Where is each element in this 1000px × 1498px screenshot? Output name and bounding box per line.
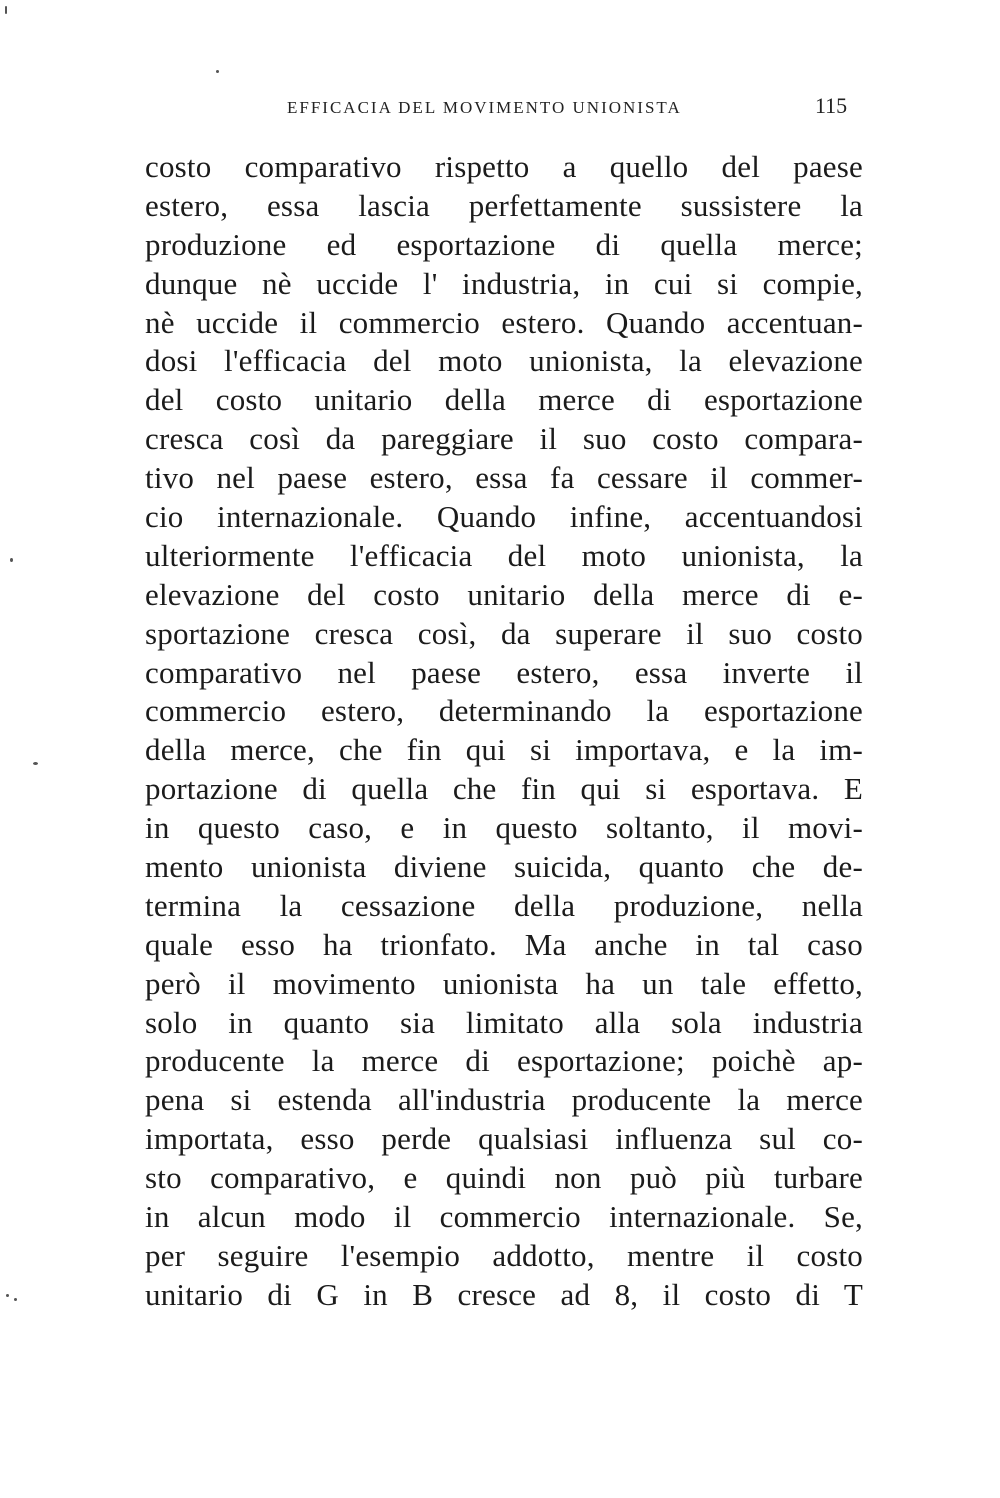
text-line: mento unionista diviene suicida, quanto che de- [145, 849, 863, 885]
text-line: producente la merce di esportazione; poichè ap- [145, 1043, 863, 1079]
text-line: in questo caso, e in questo soltanto, il movi- [145, 810, 863, 846]
text-line: dunque nè uccide l' industria, in cui si compie, [145, 265, 863, 301]
text-line: sportazione cresca così, da superare il suo costo [145, 615, 863, 651]
text-line: sto comparativo, e quindi non può più turbare [145, 1160, 863, 1196]
margin-speck [216, 70, 219, 73]
margin-speck [33, 762, 38, 765]
text-line: produzione ed esportazione di quella merce; [145, 226, 863, 262]
text-line: costo comparativo rispetto a quello del paese [145, 149, 863, 184]
text-line: importata, esso perde qualsiasi influenza sul co- [145, 1121, 863, 1157]
body-text [145, 148, 863, 1315]
text-line: nè uccide il commercio estero. Quando accentuan- [145, 304, 863, 340]
text-line: per seguire l'esempio addotto, mentre il costo [145, 1237, 863, 1273]
text-line: cio internazionale. Quando infine, accentuandosi [145, 499, 863, 535]
margin-speck [14, 1298, 17, 1301]
text-line: della merce, che fin qui si importava, e la im- [145, 732, 863, 768]
text-line: unitario di G in B cresce ad 8, il costo di T [145, 1276, 863, 1312]
text-line: termina la cessazione della produzione, nella [145, 887, 863, 923]
running-title: EFFICACIA DEL MOVIMENTO UNIONISTA [287, 98, 682, 117]
text-line: portazione di quella che fin qui si esportava. E [145, 771, 863, 807]
text-line: tivo nel paese estero, essa fa cessare il commer- [145, 460, 863, 496]
margin-speck [5, 6, 7, 14]
text-line: ulteriormente l'efficacia del moto unionista, la [145, 537, 863, 573]
text-line: comparativo nel paese estero, essa inverte il [145, 654, 863, 690]
text-line: solo in quanto sia limitato alla sola industria [145, 1004, 863, 1040]
text-line: del costo unitario della merce di esportazione [145, 382, 863, 418]
text-line: commercio estero, determinando la esportazione [145, 693, 863, 729]
text-line: pena si estenda all'industria producente la merce [145, 1082, 863, 1118]
margin-speck [10, 558, 13, 562]
page-number: 115 [815, 93, 848, 118]
text-line: estero, essa lascia perfettamente sussistere la [145, 187, 863, 223]
text-line: quale esso ha trionfato. Ma anche in tal caso [145, 926, 863, 962]
text-line: elevazione del costo unitario della merce di e- [145, 576, 863, 612]
text-line: in alcun modo il commercio internazionale. Se, [145, 1199, 863, 1235]
text-line: però il movimento unionista ha un tale effetto, [145, 965, 863, 1001]
text-line: cresca così da pareggiare il suo costo compara- [145, 421, 863, 457]
margin-speck [6, 1294, 9, 1297]
text-line: dosi l'efficacia del moto unionista, la elevazione [145, 343, 863, 379]
